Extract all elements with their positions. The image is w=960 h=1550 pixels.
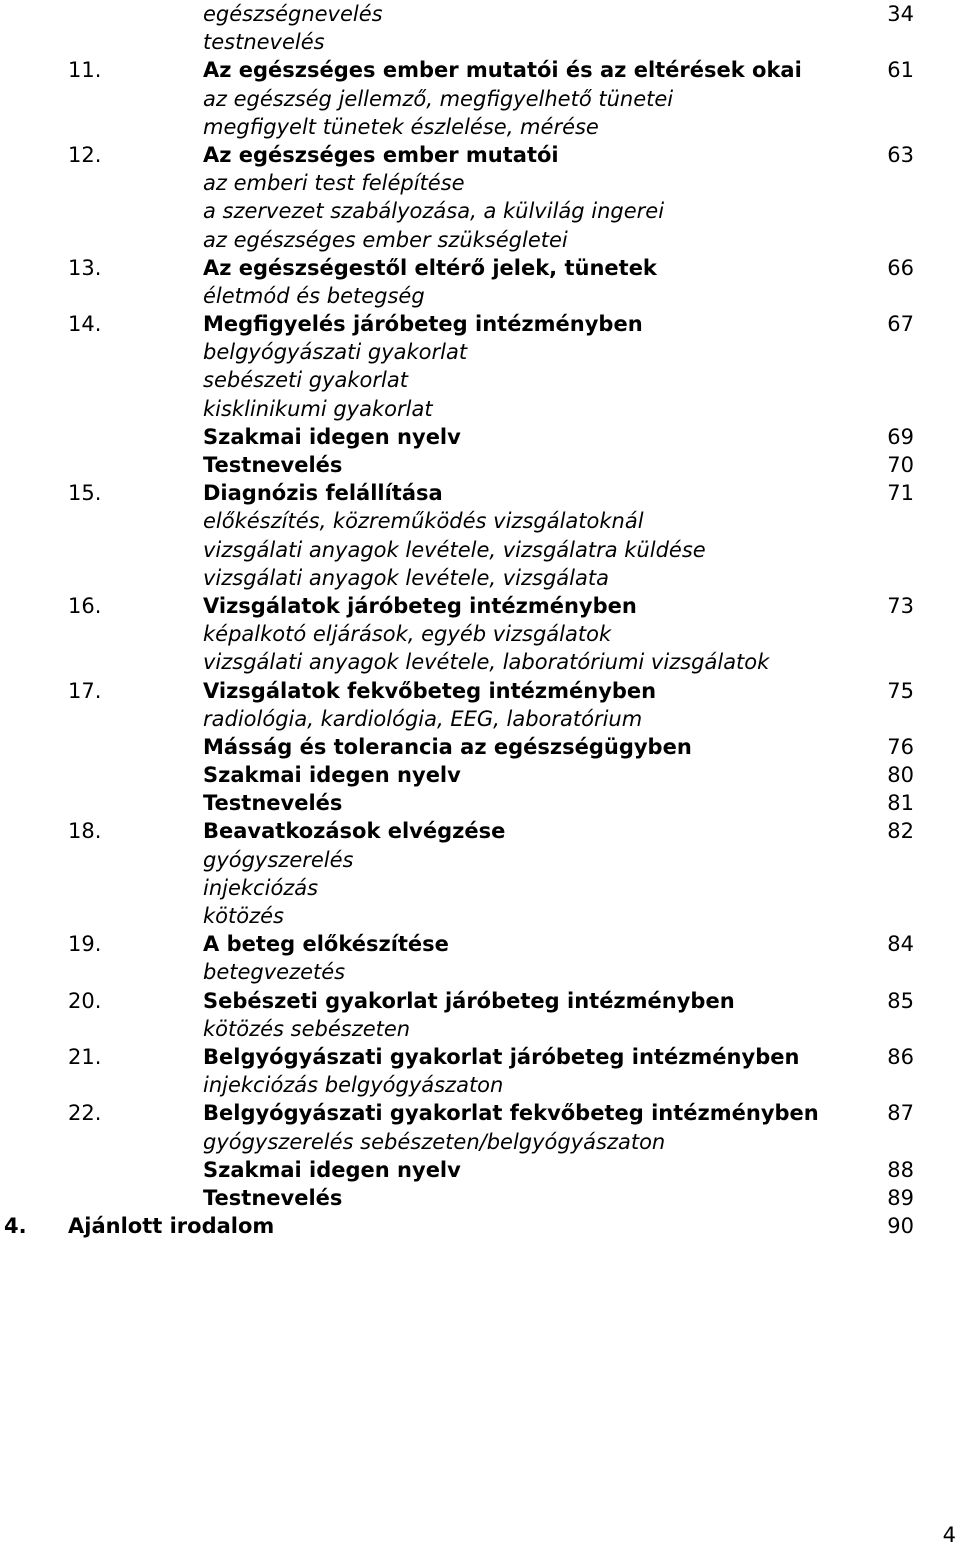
toc-entry <box>0 85 960 113</box>
toc-entry-title: életmód és betegség <box>203 283 425 308</box>
toc-entry <box>0 1099 960 1127</box>
toc-entry <box>0 789 960 817</box>
toc-entry-title: Szakmai idegen nyelv <box>203 763 461 788</box>
toc-entry-title: az egészség jellemző, megfigyelhető tünetei <box>203 86 674 111</box>
toc-entry <box>0 874 960 902</box>
toc-entry-title: Vizsgálatok fekvőbeteg intézményben <box>203 678 657 703</box>
toc-entry-page: 88 <box>887 1157 914 1182</box>
toc-entry <box>0 338 960 366</box>
toc-entry-number: 17. <box>68 678 102 703</box>
toc-entry <box>0 0 960 28</box>
toc-entry-title: egészségnevelés <box>203 2 383 26</box>
toc-entry-title: előkészítés, közreműködés vizsgálatoknál <box>203 509 644 534</box>
toc-entry-page: 69 <box>887 424 914 449</box>
toc-entry-number: 22. <box>68 1101 102 1126</box>
toc-entry-title: Belgyógyászati gyakorlat fekvőbeteg intézményben <box>203 1101 819 1126</box>
toc-entry-title: Sebészeti gyakorlat járóbeteg intézményben <box>203 988 735 1013</box>
toc-entry-page: 82 <box>887 819 914 844</box>
toc-entry-title: Szakmai idegen nyelv <box>203 424 461 449</box>
page-number: 4 <box>942 1523 956 1547</box>
toc-entry-number: 11. <box>68 58 102 83</box>
toc-entry <box>0 536 960 564</box>
toc-entry-page: 84 <box>887 932 914 957</box>
toc-entry-page: 71 <box>887 481 914 506</box>
toc-entry-title: Megfigyelés járóbeteg intézményben <box>203 312 643 337</box>
toc-entry <box>0 930 960 958</box>
toc-entry <box>0 366 960 394</box>
toc-entry <box>0 254 960 282</box>
toc-entry-page: 76 <box>887 734 914 759</box>
toc-entry <box>0 282 960 310</box>
toc-entry-number: 14. <box>68 312 102 337</box>
toc-entry-page: 66 <box>887 255 914 280</box>
toc-entry <box>0 1184 960 1212</box>
toc-entry <box>0 817 960 845</box>
toc-entry-page: 87 <box>887 1101 914 1126</box>
toc-entry-page: 75 <box>887 678 914 703</box>
toc-entry <box>0 226 960 254</box>
toc-entry-page: 63 <box>887 142 914 167</box>
toc-entry-title: Az egészségestől eltérő jelek, tünetek <box>203 255 657 280</box>
toc-entry-title: vizsgálati anyagok levétele, vizsgálatra küldése <box>203 537 706 562</box>
toc-entry-number: 13. <box>68 255 102 280</box>
toc-entry <box>0 902 960 930</box>
toc-entry-page: 61 <box>887 58 914 83</box>
toc-entry <box>0 1071 960 1099</box>
toc-entry-number: 20. <box>68 988 102 1013</box>
toc-entry-page: 86 <box>887 1044 914 1069</box>
toc-entry-number: 18. <box>68 819 102 844</box>
toc-entry-page: 81 <box>887 791 914 816</box>
toc-entry-title: gyógyszerelés <box>203 847 354 872</box>
toc-entry <box>0 1212 960 1240</box>
toc-entry-title: vizsgálati anyagok levétele, vizsgálata <box>203 565 609 590</box>
toc-entry <box>0 451 960 479</box>
toc-entry <box>0 958 960 986</box>
toc-entry-title: Testnevelés <box>203 453 343 477</box>
toc-entry <box>0 705 960 733</box>
toc-entry-page: 70 <box>887 453 914 477</box>
toc-entry-title: Testnevelés <box>203 791 343 816</box>
toc-entry-title: Testnevelés <box>203 1185 343 1210</box>
toc-entry-page: 34 <box>887 2 914 26</box>
toc-entry <box>0 169 960 197</box>
toc-entry-number: 16. <box>68 593 102 618</box>
toc-entry <box>0 733 960 761</box>
toc-entry-page: 67 <box>887 312 914 337</box>
toc-entry <box>0 141 960 169</box>
toc-entry-title: kisklinikumi gyakorlat <box>203 396 433 421</box>
toc-entry-title: radiológia, kardiológia, EEG, laboratórium <box>203 706 643 731</box>
toc-entry-number: 12. <box>68 142 102 167</box>
toc-entry-number: 15. <box>68 481 102 506</box>
toc-entry <box>0 395 960 423</box>
toc-entry-title: Belgyógyászati gyakorlat járóbeteg intézményben <box>203 1044 800 1069</box>
toc-entry <box>0 28 960 56</box>
toc-entry-title: képalkotó eljárások, egyéb vizsgálatok <box>203 622 612 647</box>
toc-entry <box>0 987 960 1015</box>
toc-entry <box>0 479 960 507</box>
toc-entry-title: betegvezetés <box>203 960 346 985</box>
toc-entry <box>0 846 960 874</box>
toc-entry-title: sebészeti gyakorlat <box>203 368 408 393</box>
toc-entry <box>0 592 960 620</box>
toc-entry <box>0 56 960 84</box>
toc-entry <box>0 423 960 451</box>
toc-entry-title: Diagnózis felállítása <box>203 481 443 506</box>
toc-entry <box>0 1128 960 1156</box>
toc-entry-title: kötözés <box>203 904 284 928</box>
toc-entry-number: 4. <box>4 1214 27 1239</box>
toc-entry-title: kötözés sebészeten <box>203 1016 411 1041</box>
toc-entry <box>0 648 960 676</box>
toc-entry-title: belgyógyászati gyakorlat <box>203 340 468 365</box>
toc-entry <box>0 507 960 535</box>
toc-entry-title: Az egészséges ember mutatói <box>203 142 559 167</box>
toc-entry <box>0 1156 960 1184</box>
toc-entry-page: 89 <box>887 1185 914 1210</box>
toc-entry-title: megfigyelt tünetek észlelése, mérése <box>203 114 599 139</box>
toc-entry <box>0 761 960 789</box>
toc-entry-number: 19. <box>68 932 102 957</box>
toc-entry-title: Az egészséges ember mutatói és az eltérések okai <box>203 58 802 83</box>
toc-entry-title: Beavatkozások elvégzése <box>203 819 506 844</box>
toc-entry-page: 73 <box>887 593 914 618</box>
toc-entry-title: az egészséges ember szükségletei <box>203 227 568 252</box>
toc-entry <box>0 1043 960 1071</box>
toc-entry-title: vizsgálati anyagok levétele, laboratóriumi vizsgálatok <box>203 650 770 675</box>
toc-entry-title: injekciózás belgyógyászaton <box>203 1073 504 1098</box>
toc-entry-title: a szervezet szabályozása, a külvilág ingerei <box>203 199 665 224</box>
toc-entry <box>0 310 960 338</box>
toc-entry-title: testnevelés <box>203 30 325 55</box>
toc-entry <box>0 113 960 141</box>
toc-entry-title: gyógyszerelés sebészeten/belgyógyászaton <box>203 1129 666 1154</box>
toc-entry-title: az emberi test felépítése <box>203 171 465 196</box>
toc-entry-title: injekciózás <box>203 875 319 900</box>
toc-entry-title: Szakmai idegen nyelv <box>203 1157 461 1182</box>
toc-entry <box>0 620 960 648</box>
toc-entry <box>0 564 960 592</box>
toc-entry-page: 80 <box>887 763 914 788</box>
toc-entry-number: 21. <box>68 1044 102 1069</box>
toc-entry-page: 85 <box>887 988 914 1013</box>
toc-entry-title: Vizsgálatok járóbeteg intézményben <box>203 593 637 618</box>
toc-entry-title: Másság és tolerancia az egészségügyben <box>203 734 692 759</box>
toc-entry <box>0 1015 960 1043</box>
toc-entry-title: A beteg előkészítése <box>203 932 449 957</box>
toc-entry-page: 90 <box>887 1214 914 1239</box>
toc-entry <box>0 677 960 705</box>
toc-entry <box>0 197 960 225</box>
toc-entry-title: Ajánlott irodalom <box>68 1214 275 1239</box>
